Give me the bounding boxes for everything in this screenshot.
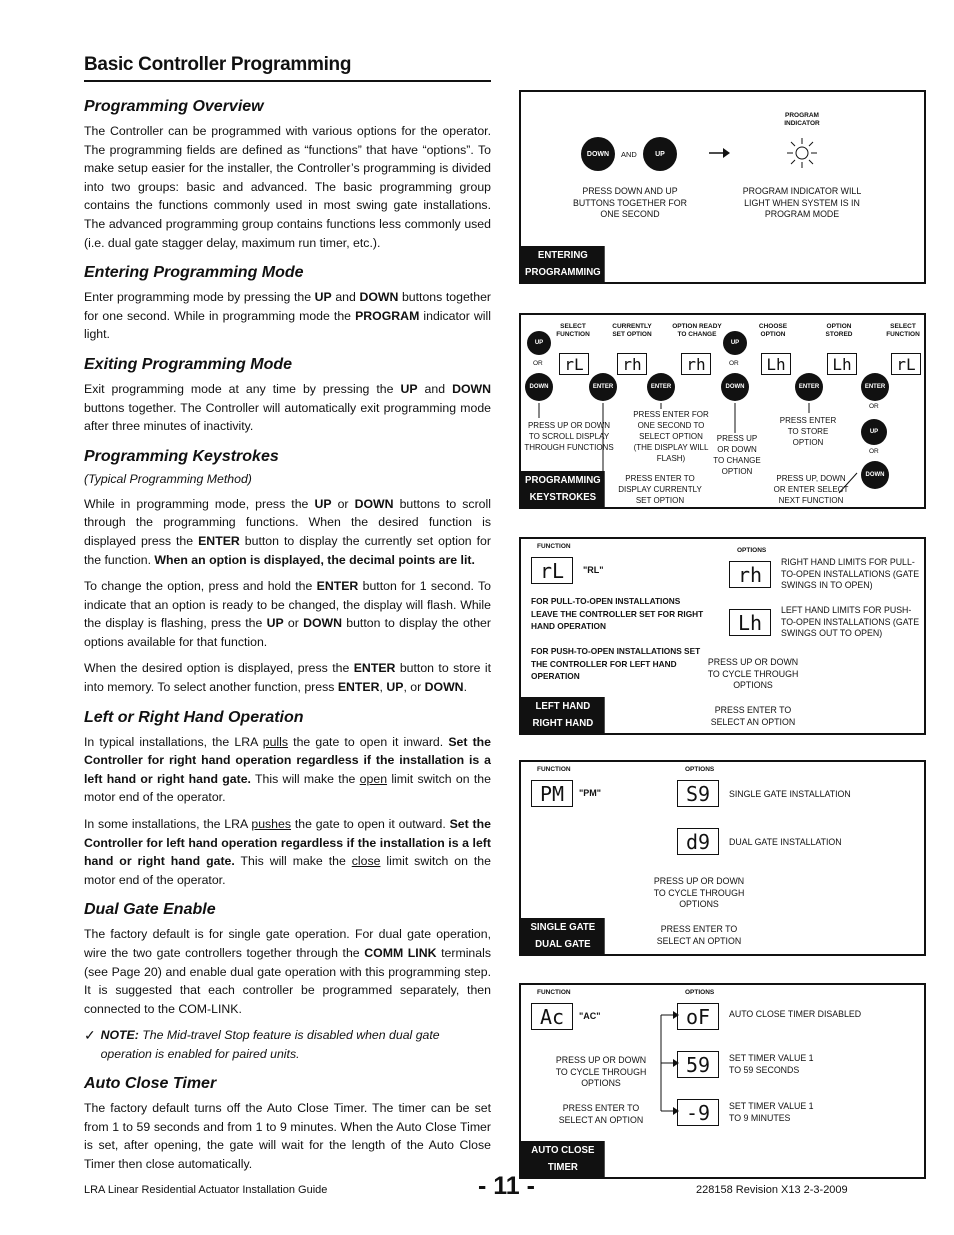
option-display-s9: S9 — [677, 780, 719, 807]
function-code: "RL" — [583, 565, 604, 575]
keystrokes-p1: While in programming mode, press the UP or DOWN buttons to scroll through the programming functions. When the desired function is displayed press the ENTER button to display the currently set option for the function. When an option is displayed, the decimal points are lit. — [84, 496, 491, 567]
or-label: OR — [869, 403, 879, 410]
arrow-right-icon — [709, 147, 731, 159]
dual-heading: Dual Gate Enable — [84, 901, 216, 919]
box2-caption-1: PRESS UP OR DOWN TO SCROLL DISPLAY THROUGH FUNCTIONS — [524, 421, 614, 452]
hdr-option-ready: OPTION READY TO CHANGE — [672, 323, 722, 338]
lrh-heading: Left or Right Hand Operation — [84, 708, 304, 726]
function-label: FUNCTION — [537, 543, 571, 550]
function-code: "AC" — [579, 1011, 601, 1021]
push-note: FOR PUSH-TO-OPEN INSTALLATIONS SET THE CONTROLLER FOR LEFT HAND OPERATION — [531, 646, 701, 681]
hdr-choose-option: CHOOSE OPTION — [758, 323, 788, 338]
lrh-p2: In some installations, the LRA pushes the gate to open it outward. Set the Controller for left hand operation regardless if the installation is a left hand or right hand gate. This will make the close limit switch on the motor end of the operator. — [84, 817, 491, 887]
entering-body: Enter programming mode by pressing the UP and DOWN buttons together for one second. While in programming mode the PROGRAM indicator will light. — [84, 290, 492, 342]
or-label: OR — [869, 448, 879, 455]
dual-body: The factory default is for single gate operation. For dual gate operation, wire the two gate controllers together through the COMM LINK terminals (see Page 20) and enable dual gate operation with this programming step. It is suggested that each controller be programmed separately, then connected to the COM-LINK. — [84, 927, 491, 1016]
enter-button-icon: ENTER — [589, 373, 617, 401]
footer-revision: 228158 Revision X13 2-3-2009 — [696, 1184, 848, 1196]
hdr-select-function: SELECT FUNCTION — [556, 323, 590, 338]
overview-heading: Programming Overview — [84, 98, 264, 115]
box3-enter-caption: PRESS ENTER TO SELECT AN OPTION — [710, 705, 796, 727]
up-button-icon: UP — [723, 331, 747, 355]
function-label: FUNCTION — [537, 766, 571, 773]
display-rh-flash: rh — [681, 353, 711, 375]
act-body: The factory default turns off the Auto Close Timer. The timer can be set from 1 to 59 seconds and from 1 to 9 minutes. When the Auto Close Timer is set, after opening, the gate will wait for the length of the Auto Close Timer then close automatically. — [84, 1101, 491, 1171]
option-display-d9: d9 — [677, 828, 719, 855]
overview-body: The Controller can be programmed with various options for the operator. The programming fields are defined as “functions” that have “options”. To make setup easier for the installer, the Controller’s programming is divided into two groups: basic and advanced. The basic programming group contains the functions commonly used in most swing gate installations. The advanced programming group contains functions less commonly used (i.e. dual gate stagger delay, maximum run timer, etc.). — [84, 124, 491, 250]
option-disabled-caption: AUTO CLOSE TIMER DISABLED — [729, 1009, 862, 1019]
keystrokes-heading: Programming Keystrokes — [84, 447, 279, 465]
display-lh-stored: Lh — [827, 353, 857, 375]
option-dual-caption: DUAL GATE INSTALLATION — [729, 837, 842, 847]
box4-cycle-caption: PRESS UP OR DOWN TO CYCLE THROUGH OPTIONS — [653, 876, 745, 909]
keystrokes-p3: When the desired option is displayed, press the ENTER button to store it into memory. To select another function, press ENTER, UP, or DOWN. — [84, 661, 491, 695]
down-button-icon: DOWN — [721, 373, 749, 401]
page-number: - 11 - — [478, 1172, 535, 1200]
option-display-59: 59 — [677, 1051, 719, 1078]
option-display-minutes: -9 — [677, 1099, 719, 1126]
function-code: "PM" — [579, 788, 602, 798]
box2-caption-6: PRESS UP, DOWN OR ENTER SELECT NEXT FUNCTION — [773, 474, 849, 505]
option-rh-caption: RIGHT HAND LIMITS FOR PULL-TO-OPEN INSTALLATIONS (GATE SWINGS IN TO OPEN) — [781, 557, 920, 590]
display-rh: rh — [617, 353, 647, 375]
options-label: OPTIONS — [737, 547, 767, 554]
exiting-heading: Exiting Programming Mode — [84, 355, 293, 373]
indicator-light-icon — [785, 136, 819, 170]
enter-button-icon: ENTER — [647, 373, 675, 401]
left-column — [84, 90, 491, 1182]
title-rule — [84, 80, 491, 82]
down-button-icon: DOWN — [581, 137, 615, 171]
enter-button-icon: ENTER — [861, 373, 889, 401]
function-label: FUNCTION — [537, 989, 571, 996]
exiting-body: Exit programming mode at any time by pressing the UP and DOWN buttons together. The Controller will automatically exit programming mode after three minutes of inactivity. — [84, 381, 491, 434]
option-seconds-caption: SET TIMER VALUE 1 TO 59 SECONDS — [729, 1053, 814, 1075]
box5-enter-caption: PRESS ENTER TO SELECT AN OPTION — [558, 1103, 644, 1125]
box2-caption-2: PRESS ENTER TO DISPLAY CURRENTLY SET OPTION — [618, 474, 702, 505]
box1-right-caption: PROGRAM INDICATOR WILL LIGHT WHEN SYSTEM IS IN PROGRAM MODE — [742, 186, 862, 219]
program-indicator-label: PROGRAM INDICATOR — [784, 112, 820, 127]
box4-enter-caption: PRESS ENTER TO SELECT AN OPTION — [656, 924, 742, 946]
box1-tag: ENTERING PROGRAMMING — [521, 246, 605, 282]
down-button-icon: DOWN — [525, 373, 553, 401]
pull-note: FOR PULL-TO-OPEN INSTALLATIONS LEAVE THE CONTROLLER SET FOR RIGHT HAND OPERATION — [531, 596, 704, 631]
box3-tag: LEFT HAND RIGHT HAND — [521, 697, 605, 733]
footer-guide-title: LRA Linear Residential Actuator Installation Guide — [84, 1184, 328, 1196]
and-label: AND — [621, 150, 637, 159]
or-label: OR — [729, 360, 739, 367]
entering-programming-box — [519, 90, 926, 284]
box4-tag: SINGLE GATE DUAL GATE — [521, 918, 605, 954]
up-button-icon: UP — [643, 137, 677, 171]
hdr-option-stored: OPTION STORED — [825, 323, 853, 338]
up-button-icon: UP — [861, 419, 887, 445]
function-display-pm: PM — [531, 780, 573, 807]
box1-left-caption: PRESS DOWN AND UP BUTTONS TOGETHER FOR ONE SECOND — [573, 186, 687, 219]
act-heading: Auto Close Timer — [84, 1075, 217, 1093]
box2-tag: PROGRAMMING KEYSTROKES — [521, 471, 605, 507]
box2-caption-5: PRESS ENTER TO STORE OPTION — [779, 416, 837, 447]
down-button-icon: DOWN — [861, 461, 889, 489]
check-icon: ✓ — [84, 1027, 96, 1044]
option-display-rh: rh — [729, 561, 771, 588]
box2-caption-3: PRESS ENTER FOR ONE SECOND TO SELECT OPTION (THE DISPLAY WILL FLASH) — [633, 410, 709, 463]
lrh-p1: In typical installations, the LRA pulls the gate to open it inward. Set the Controller for right hand operation regardless if the installation is a left hand or right hand gate. This will make the open limit switch on the motor end of the operator. — [84, 734, 492, 805]
function-display-ac: Ac — [531, 1003, 573, 1030]
hdr-currently-set: CURRENTLY SET OPTION — [612, 323, 652, 338]
programming-keystrokes-box — [519, 313, 926, 509]
keystrokes-subtitle: (Typical Programming Method) — [84, 471, 252, 486]
box5-cycle-caption: PRESS UP OR DOWN TO CYCLE THROUGH OPTIONS — [555, 1055, 647, 1088]
box3-cycle-caption: PRESS UP OR DOWN TO CYCLE THROUGH OPTIONS — [707, 657, 799, 690]
display-lh: Lh — [761, 353, 791, 375]
auto-close-timer-box — [519, 983, 926, 1179]
display-rl: rL — [559, 353, 589, 375]
box2-caption-4: PRESS UP OR DOWN TO CHANGE OPTION — [713, 434, 761, 476]
dual-note: ✓ NOTE: The Mid-travel Stop feature is disabled when dual gate operation is enabled for paired units. — [84, 1026, 491, 1063]
keystrokes-p2: To change the option, press and hold the ENTER button for 1 second. To indicate that an option is ready to be changed, the display will flash. While the display is flashing, press the UP or DOWN button to display the other options available for that function. — [84, 579, 492, 649]
enter-button-icon: ENTER — [795, 373, 823, 401]
option-minutes-caption: SET TIMER VALUE 1 TO 9 MINUTES — [729, 1101, 814, 1123]
or-label: OR — [533, 360, 543, 367]
options-label: OPTIONS — [685, 766, 715, 773]
option-display-lh: Lh — [729, 609, 771, 636]
page-title: Basic Controller Programming — [84, 54, 352, 75]
display-rl-next: rL — [891, 353, 921, 375]
single-dual-gate-box — [519, 760, 926, 956]
left-right-hand-box — [519, 537, 926, 735]
option-lh-caption: LEFT HAND LIMITS FOR PUSH-TO-OPEN INSTALLATIONS (GATE SWINGS OUT TO OPEN) — [781, 605, 920, 638]
entering-heading: Entering Programming Mode — [84, 264, 304, 282]
up-button-icon: UP — [527, 331, 551, 355]
function-display-rl: rL — [531, 557, 573, 584]
options-label: OPTIONS — [685, 989, 715, 996]
hdr-select-function-2: SELECT FUNCTION — [886, 323, 920, 338]
box5-tag: AUTO CLOSE TIMER — [521, 1141, 605, 1177]
option-single-caption: SINGLE GATE INSTALLATION — [729, 789, 851, 799]
option-display-of: oF — [677, 1003, 719, 1030]
